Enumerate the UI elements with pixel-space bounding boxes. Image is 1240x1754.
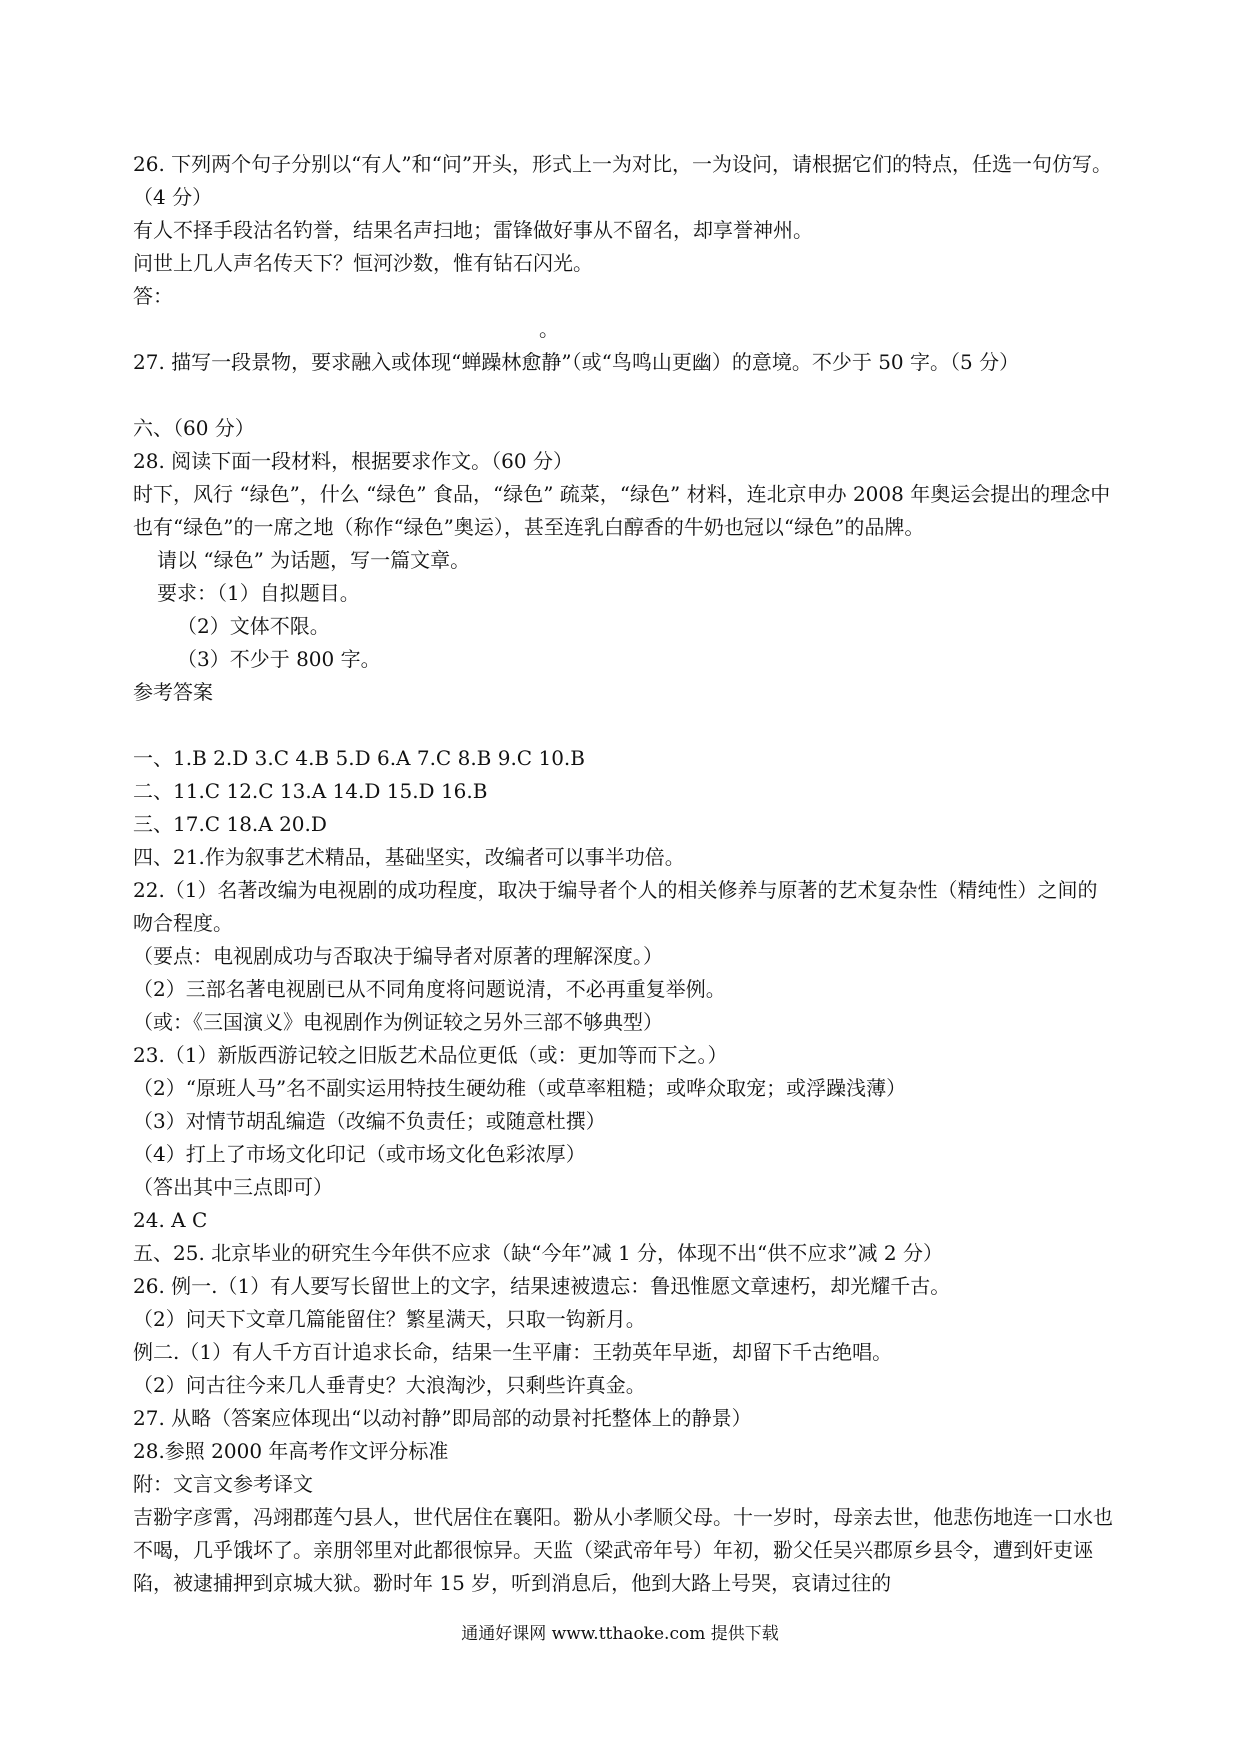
answer-line: 三、17.C 18.A 20.D [133,812,327,836]
answer-line: （3）对情节胡乱编造（改编不负责任；或随意杜撰） [133,1109,606,1133]
answer-line: （2）问天下文章几篇能留住？繁星满天，只取一钩新月。 [133,1307,646,1331]
answer-line: （或：《三国演义》电视剧作为例证较之另外三部不够典型） [133,1010,663,1034]
answer-line: 24. A C [133,1208,208,1232]
question-28-requirement-3: （3）不少于 800 字。 [177,647,381,671]
question-28-title: 28. 阅读下面一段材料，根据要求作文。（60 分） [133,449,573,473]
question-28-prompt: 请以 “绿色” 为话题，写一篇文章。 [157,548,471,572]
answer-line: （4）打上了市场文化印记（或市场文化色彩浓厚） [133,1142,586,1166]
answer-line: （答出其中三点即可） [133,1175,333,1199]
question-26-title: 26. 下列两个句子分别以“有人”和“问”开头，形式上一为对比，一为设问，请根据它们的特点，任选一句仿写。（4 分） [133,152,1113,209]
translation-heading: 附：文言文参考译文 [133,1472,313,1496]
page-footer: 通通好课网 www.tthaoke.com 提供下载 [461,1624,779,1644]
answer-line: 22.（1）名著改编为电视剧的成功程度，取决于编导者个人的相关修养与原著的艺术复杂性（精纯性）之间的吻合程度。 [133,878,1098,935]
answers-heading: 参考答案 [133,680,213,704]
spacer [133,379,1113,412]
question-28-material: 时下，风行 “绿色”，什么 “绿色” 食品，“绿色” 疏菜，“绿色” 材料，连北京申办 2008 年奥运会提出的理念中也有“绿色”的一席之地（称作“绿色”奥运），甚至连乳白醇香的牛奶也冠以“绿色”的品牌。 [133,482,1111,539]
question-26-sentence-1: 有人不择手段沽名钓誉，结果名声扫地；雷锋做好事从不留名，却享誉神州。 [133,218,813,242]
question-26-answer-label: 答： [133,284,173,308]
answer-line: 四、21.作为叙事艺术精品，基础坚实，改编者可以事半功倍。 [133,845,685,869]
answer-line: 28.参照 2000 年高考作文评分标准 [133,1439,449,1463]
answer-line: 一、1.B 2.D 3.C 4.B 5.D 6.A 7.C 8.B 9.C 10.B [133,746,585,770]
answer-line: 23.（1）新版西游记较之旧版艺术品位更低（或：更加等而下之。） [133,1043,728,1067]
answer-line: 26. 例一.（1）有人要写长留世上的文字，结果速被遗忘：鲁迅惟愿文章速朽，却光耀千古。 [133,1274,951,1298]
question-26-sentence-2: 问世上几人声名传天下？恒河沙数，惟有钻石闪光。 [133,251,593,275]
answer-line: （2）三部名著电视剧已从不同角度将问题说清，不必再重复举例。 [133,977,726,1001]
answer-line: 例二.（1）有人千方百计追求长命，结果一生平庸：王勃英年早逝，却留下千古绝唱。 [133,1340,893,1364]
answer-line: 27. 从略（答案应体现出“以动衬静”即局部的动景衬托整体上的静景） [133,1406,752,1430]
answer-line: （要点：电视剧成功与否取决于编导者对原著的理解深度。） [133,944,663,968]
spacer [133,709,1113,742]
question-26-answer-blank: 。 [539,317,559,341]
question-28-requirement-1: 要求：（1）自拟题目。 [157,581,360,605]
answer-line: （2）问古往今来几人垂青史？大浪淘沙，只剩些许真金。 [133,1373,646,1397]
answer-line: 二、11.C 12.C 13.A 14.D 15.D 16.B [133,779,488,803]
section-6-heading: 六、（60 分） [133,416,255,440]
answer-line: 五、25. 北京毕业的研究生今年供不应求（缺“今年”减 1 分，体现不出“供不应求”减 2 分） [133,1241,943,1265]
document-body [133,148,1113,1600]
translation-text: 吉翂字彦霄，冯翊郡莲勺县人，世代居住在襄阳。翂从小孝顺父母。十一岁时，母亲去世，他悲伤地连一口水也不喝，几乎饿坏了。亲朋邻里对此都很惊异。天监（梁武帝年号）年初，翂父任吴兴郡原乡县令，遭到奸吏诬陷，被逮捕押到京城大狱。翂时年 15 岁，听到消息后，他到大路上号哭，哀请过往的 [133,1505,1113,1595]
answer-line: （2）“原班人马”名不副实运用特技生硬幼稚（或草率粗糙；或哗众取宠；或浮躁浅薄） [133,1076,907,1100]
question-27: 27. 描写一段景物，要求融入或体现“蝉躁林愈静”（或“鸟鸣山更幽）的意境。不少于 50 字。（5 分） [133,350,1020,374]
question-28-requirement-2: （2）文体不限。 [177,614,330,638]
